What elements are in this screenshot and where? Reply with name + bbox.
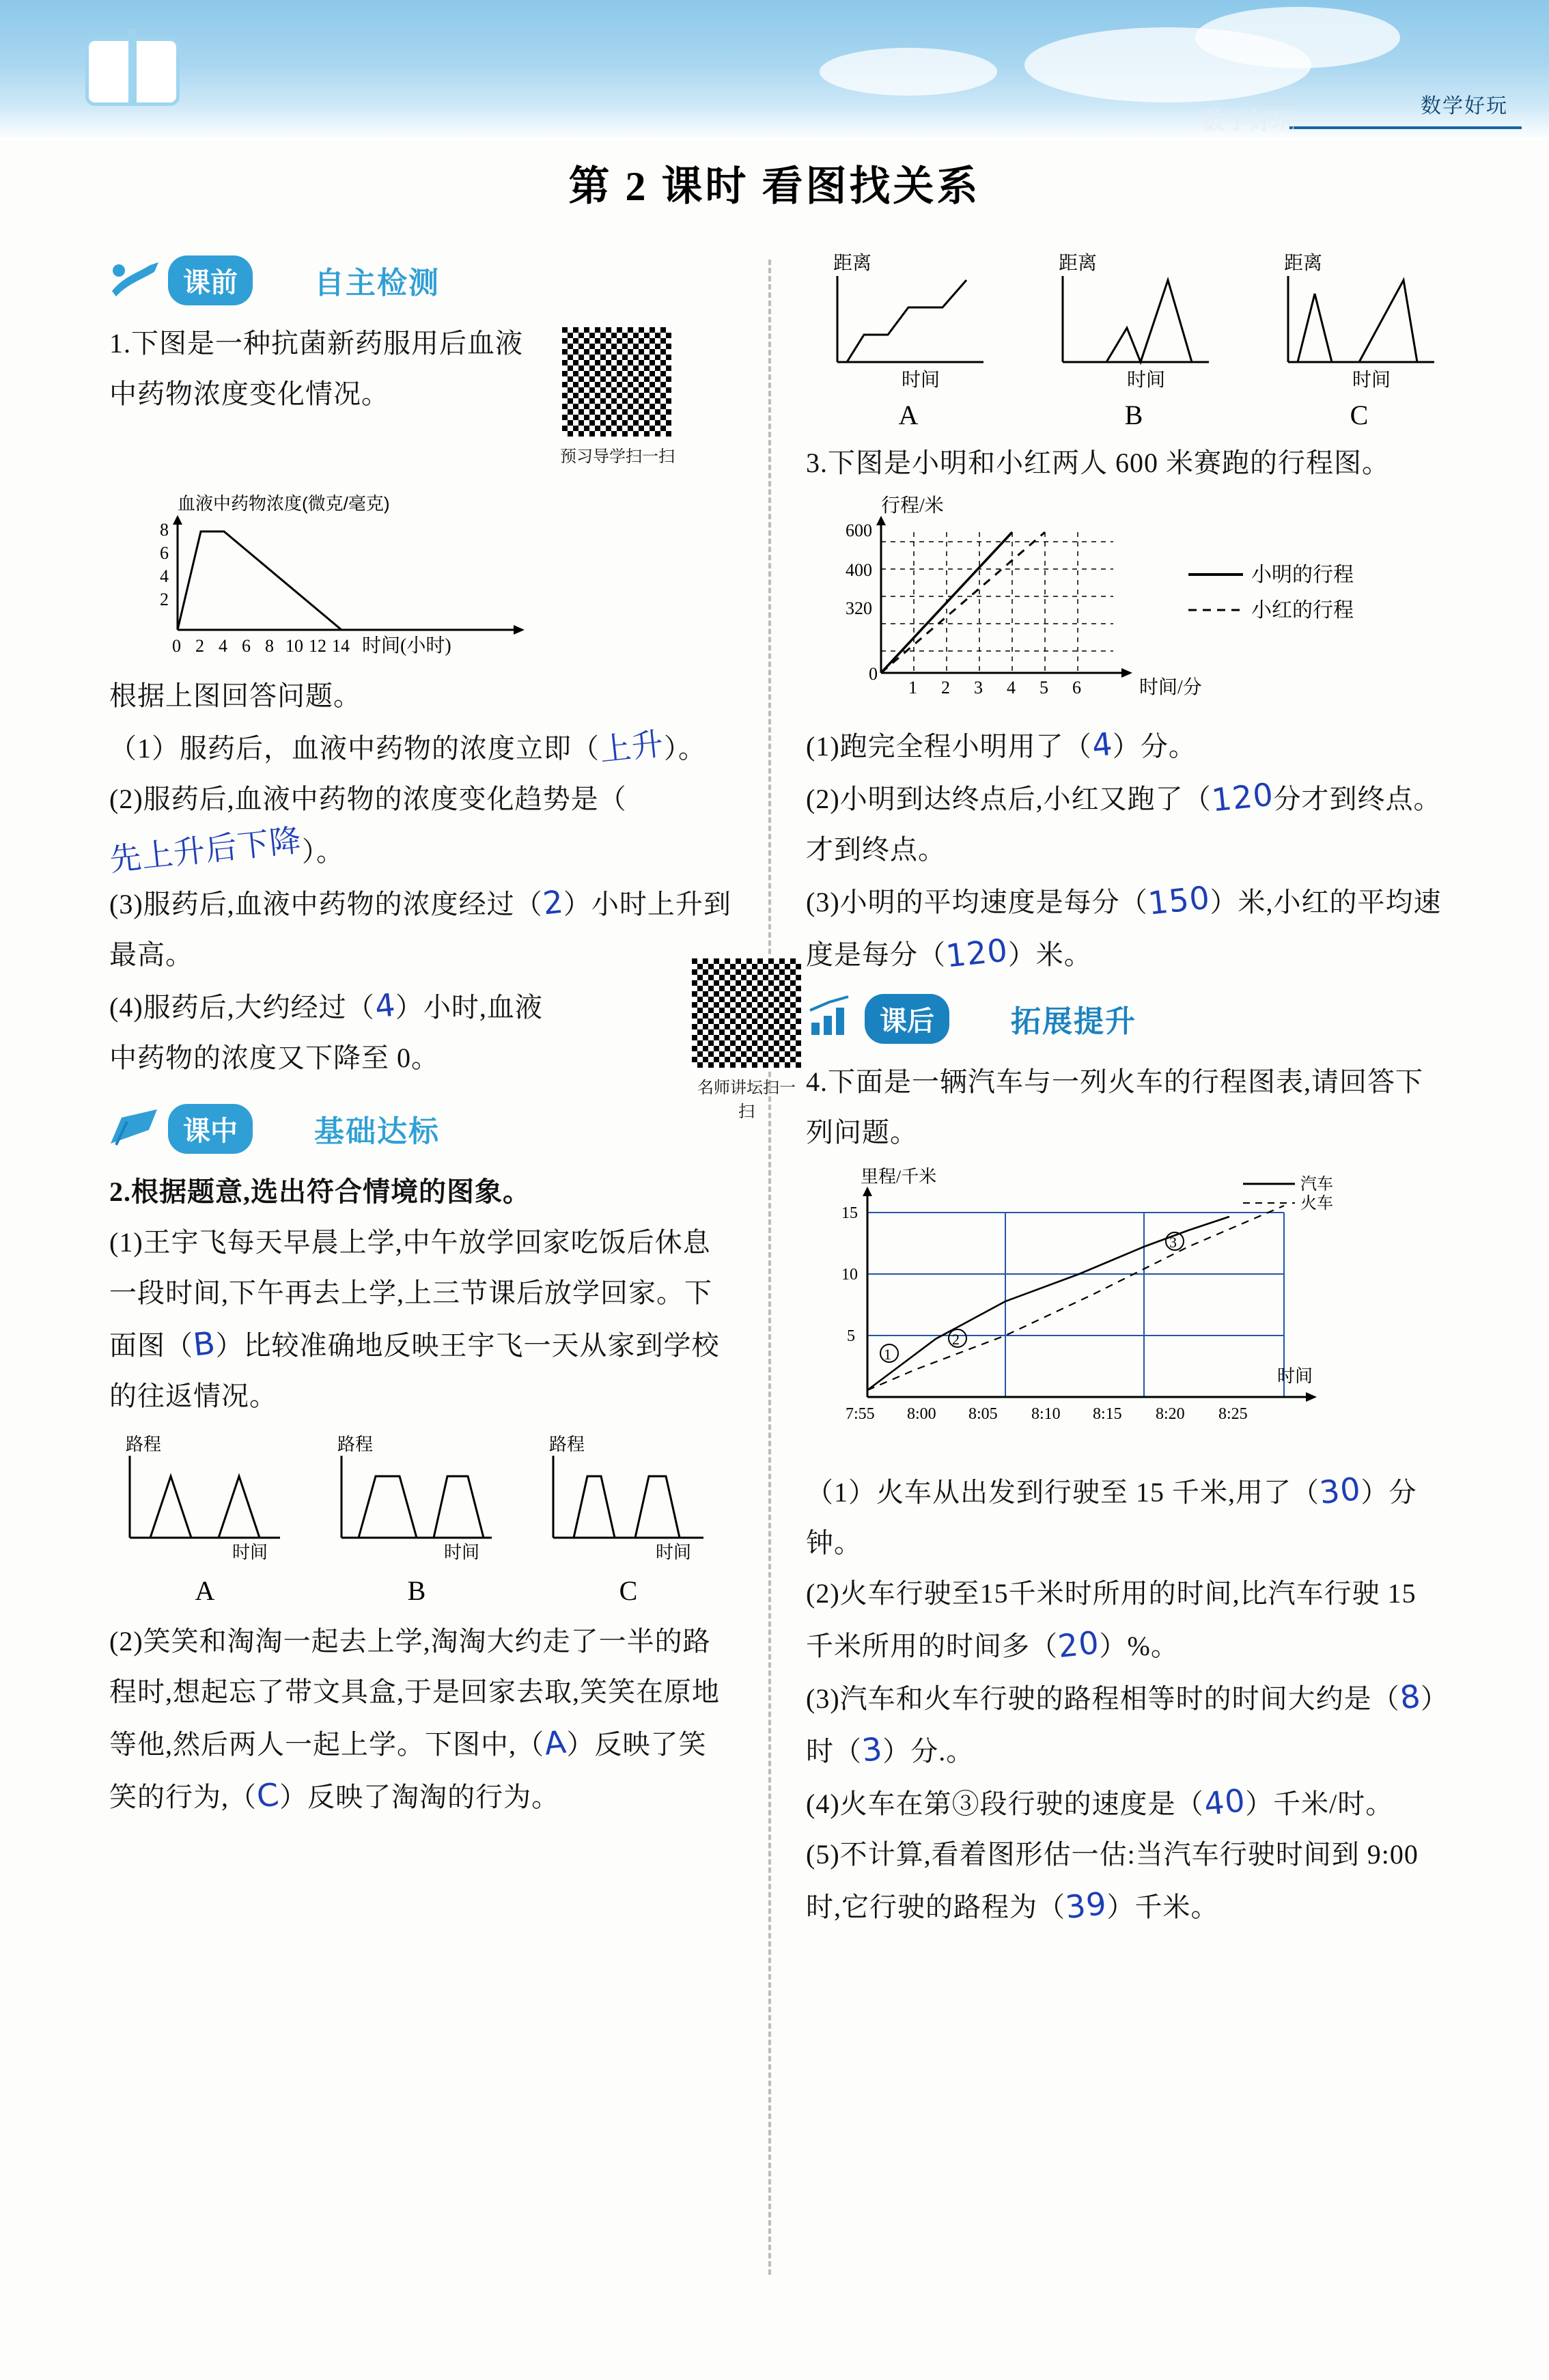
svg-text:8:05: 8:05 xyxy=(968,1405,998,1423)
left-column xyxy=(107,253,796,1823)
qr-caption: 预习导学扫一扫 xyxy=(560,447,675,466)
right-column xyxy=(806,253,1462,1933)
question-1-lead: 根据上图回答问题。 xyxy=(109,680,361,711)
banner-pill-label: 课中 xyxy=(168,1104,253,1154)
banner-pill-label: 课后 xyxy=(865,994,949,1044)
svg-text:8:15: 8:15 xyxy=(1093,1405,1122,1423)
choice-letter: C xyxy=(1350,400,1369,430)
question-4-item-1: （1）火车从出发到行驶至 15 千米,用了（30）分钟。 xyxy=(806,1465,1448,1568)
book-open-icon xyxy=(109,257,163,301)
choice-letter: C xyxy=(619,1575,638,1606)
question-1-text: 下图是一种抗菌新药服用后血液中药物浓度变化情况。 xyxy=(109,328,523,409)
handwritten-answer: B xyxy=(191,1324,218,1364)
svg-text:2: 2 xyxy=(941,678,950,697)
svg-text:12: 12 xyxy=(309,636,326,656)
question-4-item-4: (4)火车在第③段行驶的速度是（40）千米/时。 xyxy=(806,1777,1448,1829)
axis-x-label: 时间 xyxy=(232,1542,268,1562)
chart-title: 行程/米 xyxy=(881,495,944,516)
mark-2: 2 xyxy=(952,1331,960,1348)
series-xiaohong xyxy=(881,532,1045,673)
svg-text:15: 15 xyxy=(841,1204,858,1222)
handwritten-answer: 150 xyxy=(1146,878,1212,922)
svg-text:4: 4 xyxy=(160,566,169,586)
svg-text:8:10: 8:10 xyxy=(1031,1405,1061,1423)
question-3-item-2: (2)小明到达终点后,小红又跑了（120分才到终点。 才到终点。 xyxy=(806,772,1448,875)
question-4-item-5: (5)不计算,看着图形估一估:当汽车行驶时间到 9:00 时,它行驶的路程为（39）千米。 xyxy=(806,1829,1448,1933)
question-1-stem xyxy=(109,318,533,419)
banner-after-class xyxy=(806,991,1462,1047)
svg-text:400: 400 xyxy=(846,560,872,580)
svg-text:6: 6 xyxy=(242,636,251,656)
mark-3: 3 xyxy=(1169,1234,1177,1251)
chart-x-title: 时间/分 xyxy=(1139,677,1202,698)
axis-y-label: 距离 xyxy=(1284,253,1323,274)
decorative-top-band xyxy=(0,0,1549,140)
chart-title: 血液中药物浓度(微克/毫克) xyxy=(178,493,390,514)
axis-x-label: 时间 xyxy=(444,1542,480,1562)
axis-y-label: 路程 xyxy=(126,1435,162,1454)
choice-graph-b xyxy=(321,1435,512,1607)
svg-text:10: 10 xyxy=(285,636,303,656)
handwritten-answer: A xyxy=(542,1723,569,1762)
mark-1: 1 xyxy=(884,1346,891,1363)
chart-race-600m xyxy=(806,494,1462,719)
question-2-choice-graphs xyxy=(109,1435,724,1607)
distance-choice-c xyxy=(1257,253,1462,431)
svg-text:8:25: 8:25 xyxy=(1218,1405,1248,1423)
svg-text:7:55: 7:55 xyxy=(846,1405,875,1423)
question-1-item-4: (4)服药后,大约经过（4）小时,血液中药物的浓度又下降至 0。 xyxy=(109,980,546,1083)
handwritten-answer: 上升 xyxy=(598,725,666,769)
banner-during-class xyxy=(109,1101,744,1157)
question-4-stem: 4.下面是一辆汽车与一列火车的行程图表,请回答下列问题。 xyxy=(806,1066,1423,1148)
question-1-item-1: （1）服药后，血液中药物的浓度立即（上升）。 xyxy=(109,721,744,774)
svg-text:14: 14 xyxy=(332,636,350,656)
choice-graph-a xyxy=(109,1435,301,1607)
svg-text:8:20: 8:20 xyxy=(1156,1405,1185,1423)
question-4-item-3: (3)汽车和火车行驶的路程相等时的时间大约是（8）时（3）分.。 xyxy=(806,1672,1448,1777)
qr-preview-guide[interactable] xyxy=(560,325,675,467)
question-3-stem: 3.下图是小明和小红两人 600 米赛跑的行程图。 xyxy=(806,447,1390,478)
series-train xyxy=(867,1206,1284,1390)
handwritten-answer: 120 xyxy=(944,931,1010,975)
svg-text:4: 4 xyxy=(1007,678,1016,697)
svg-text:320: 320 xyxy=(846,598,872,618)
pencil-icon xyxy=(109,1105,163,1149)
question-2b-choice-graphs xyxy=(806,253,1462,431)
svg-text:4: 4 xyxy=(219,636,227,656)
handwritten-answer: 2 xyxy=(540,883,566,922)
chart-title: 里程/千米 xyxy=(861,1167,937,1187)
header-subject-label: 数学好玩 xyxy=(1421,95,1508,117)
chart-x-title: 时间(小时) xyxy=(362,635,451,656)
question-1-item-2: (2)服药后,血液中药物的浓度变化趋势是（先上升后下降）。 xyxy=(109,774,744,877)
axis-x-label: 时间 xyxy=(1352,370,1391,391)
chart-up-icon xyxy=(806,995,859,1039)
svg-text:10: 10 xyxy=(841,1266,858,1284)
choice-letter: B xyxy=(407,1575,426,1606)
handwritten-answer: 20 xyxy=(1056,1623,1102,1665)
axis-x-label: 时间 xyxy=(656,1542,692,1562)
question-2-part-1: (1)王宇飞每天早晨上学,中午放学回家吃饭后休息一段时间,下午再去上学,上三节课后放学回家。下面图（B）比较准确地反映王宇飞一天从家到学校的往返情况。 xyxy=(109,1227,720,1411)
banner-before-class xyxy=(109,253,744,309)
ghost-watermark: 数学好玩 xyxy=(1202,109,1295,135)
chart-drug-concentration xyxy=(137,493,744,671)
banner-text-label: 基础达标 xyxy=(314,1115,440,1148)
question-4-item-2: (2)火车行驶至15千米时所用的时间,比汽车行驶 15 千米所用的时间多（20）%。 xyxy=(806,1568,1448,1672)
handwritten-answer: 8 xyxy=(1397,1677,1423,1717)
svg-text:0: 0 xyxy=(869,664,878,684)
choice-letter: A xyxy=(898,400,919,430)
svg-text:0: 0 xyxy=(172,636,181,656)
banner-text-label: 自主检测 xyxy=(314,266,440,300)
handwritten-answer: C xyxy=(255,1775,281,1815)
handwritten-answer: 3 xyxy=(860,1730,885,1769)
svg-text:8: 8 xyxy=(265,636,274,656)
question-2-stem: 2.根据题意,选出符合情境的图象。 xyxy=(109,1176,531,1207)
question-3-item-1: (1)跑完全程小明用了（4）分。 xyxy=(806,719,1462,772)
axis-x-label: 时间 xyxy=(1127,370,1166,391)
legend-label-1: 小明的行程 xyxy=(1251,564,1354,586)
question-2-part-2: (2)笑笑和淘淘一起去上学,淘淘大约走了一半的路程时,想起忘了带文具盒,于是回家去取,笑笑在原地等他,然后两人一起上学。下图中,（A）反映了笑笑的行为,（C）反映了淘淘的行为。 xyxy=(109,1616,724,1823)
svg-text:6: 6 xyxy=(1072,678,1081,697)
chart-x-title: 时间 xyxy=(1277,1366,1313,1386)
distance-choice-b xyxy=(1031,253,1236,431)
banner-pill-label: 课前 xyxy=(168,255,253,305)
handwritten-answer: 30 xyxy=(1317,1469,1363,1512)
svg-text:2: 2 xyxy=(195,636,204,656)
question-1-item-3: (3)服药后,血液中药物的浓度经过（2）小时上升到最高。 xyxy=(109,877,744,980)
axis-y-label: 路程 xyxy=(337,1435,374,1454)
svg-text:1: 1 xyxy=(908,678,917,697)
handwritten-answer: 40 xyxy=(1201,1781,1247,1823)
axis-x-label: 时间 xyxy=(902,370,940,391)
header-rule xyxy=(1289,126,1522,129)
legend-label-2: 小红的行程 xyxy=(1251,599,1354,622)
choice-letter: A xyxy=(195,1575,215,1606)
qr-teacher-lecture[interactable] xyxy=(690,956,803,1122)
svg-text:6: 6 xyxy=(160,543,169,563)
handwritten-answer: 4 xyxy=(1089,725,1115,764)
qr-code-image[interactable] xyxy=(690,956,803,1070)
handwritten-answer: 39 xyxy=(1063,1884,1109,1926)
svg-text:5: 5 xyxy=(847,1327,855,1345)
axis-y-label: 距离 xyxy=(1059,253,1098,274)
axis-y-label: 距离 xyxy=(833,253,872,274)
distance-choice-a xyxy=(806,253,1011,431)
svg-text:8: 8 xyxy=(160,520,169,540)
svg-text:2: 2 xyxy=(160,590,169,609)
page-title: 第 2 课时 看图找关系 xyxy=(568,164,981,209)
choice-graph-c xyxy=(533,1435,724,1607)
qr-caption: 名师讲坛扫一扫 xyxy=(697,1079,796,1121)
axis-y-label: 路程 xyxy=(549,1435,585,1454)
svg-text:3: 3 xyxy=(974,678,983,697)
handwritten-answer: 120 xyxy=(1210,775,1276,819)
banner-text-label: 拓展提升 xyxy=(1011,1005,1136,1038)
choice-letter: B xyxy=(1124,400,1143,430)
question-1-number: 1. xyxy=(109,328,131,359)
svg-text:5: 5 xyxy=(1039,678,1048,697)
svg-text:8:00: 8:00 xyxy=(907,1405,936,1423)
qr-code-image[interactable] xyxy=(560,325,673,439)
legend-label-1: 汽车 xyxy=(1300,1176,1333,1193)
svg-text:600: 600 xyxy=(846,521,872,540)
handwritten-answer: 4 xyxy=(372,986,397,1025)
legend-label-2: 火车 xyxy=(1300,1195,1333,1213)
chart-car-train xyxy=(806,1165,1462,1465)
handwritten-answer: 先上升后下降 xyxy=(107,821,304,878)
column-divider xyxy=(768,260,773,2275)
question-3-item-3: (3)小明的平均速度是每分（150）米,小红的平均速度是每分（120）米。 xyxy=(806,875,1448,980)
page-corner-tab xyxy=(85,38,180,106)
